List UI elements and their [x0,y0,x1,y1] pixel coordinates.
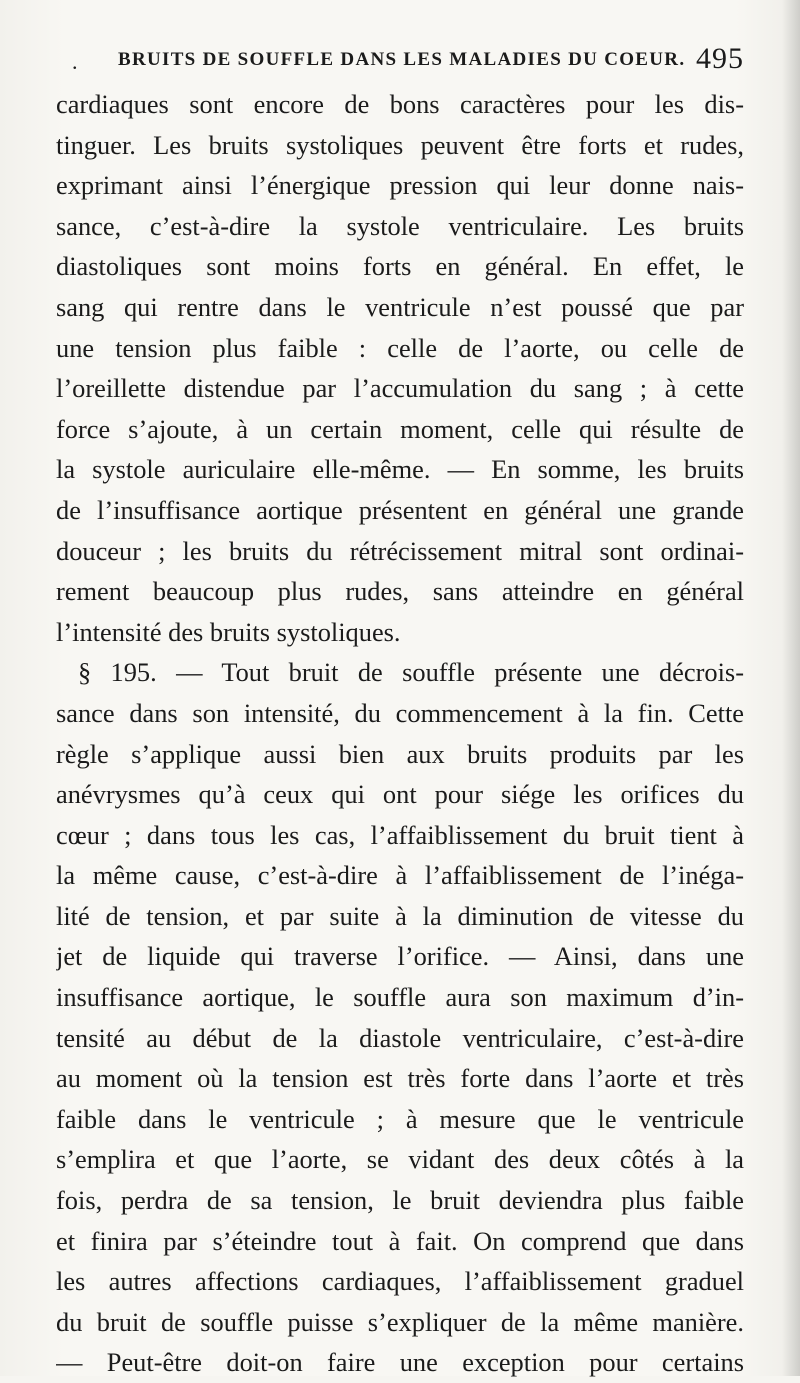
text-line: faible dans le ventricule ; à mesure que le ventricule [56,1103,744,1134]
running-head [72,42,744,77]
text-line: tensité au début de la diastole ventriculaire, c’est-à-dire [56,1022,744,1053]
text-line: fois, perdra de sa tension, le bruit deviendra plus faible [56,1185,744,1216]
text-line: au moment où la tension est très forte dans l’aorte et très [56,1063,744,1094]
page-number: 495 [696,42,744,75]
text-line: la systole auriculaire elle-même. — En somme, les bruits [56,454,744,485]
text-line: insuffisance aortique, le souffle aura son maximum d’in- [56,982,744,1013]
text-line: l’intensité des bruits systoliques. [56,616,401,647]
text-line: tinguer. Les bruits systoliques peuvent être forts et rudes, [56,129,744,160]
body-text [56,84,744,1383]
running-head-title: BRUITS DE SOUFFLE DANS LES MALADIES DU COEUR. [118,49,686,70]
section-start-line: § 195. — Tout bruit de souffle présente une décrois- [78,657,744,688]
text-line: jet de liquide qui traverse l’orifice. — Ainsi, dans une [56,941,744,972]
text-line: douceur ; les bruits du rétrécissement mitral sont ordinai- [56,535,744,566]
text-line: la même cause, c’est-à-dire à l’affaiblissement de l’inéga- [56,860,744,891]
text-line: sance dans son intensité, du commencement à la fin. Cette [56,697,744,728]
text-line: règle s’applique aussi bien aux bruits produits par les [56,738,744,769]
text-line: rement beaucoup plus rudes, sans atteindre en général [56,576,744,607]
text-line: de l’insuffisance aortique présentent en général une grande [56,494,744,525]
running-head-marker: . [72,49,78,74]
text-line: anévrysmes qu’à ceux qui ont pour siége les orifices du [56,779,744,810]
text-line: et finira par s’éteindre tout à fait. On comprend que dans [56,1225,744,1256]
text-line: les autres affections cardiaques, l’affaiblissement graduel [56,1266,744,1297]
text-line: l’oreillette distendue par l’accumulation du sang ; à cette [56,373,744,404]
text-line: lité de tension, et par suite à la diminution de vitesse du [56,900,744,931]
text-line: force s’ajoute, à un certain moment, celle qui résulte de [56,413,744,444]
text-line: cœur ; dans tous les cas, l’affaiblissement du bruit tient à [56,819,744,850]
text-line: cardiaques sont encore de bons caractères pour les dis- [56,89,744,119]
text-line: sance, c’est-à-dire la systole ventriculaire. Les bruits [56,210,744,241]
text-line: — Peut-être doit-on faire une exception pour certains [56,1347,744,1378]
text-line: s’emplira et que l’aorte, se vidant des deux côtés à la [56,1144,744,1175]
text-line: diastoliques sont moins forts en général. En effet, le [56,251,744,282]
text-line: une tension plus faible : celle de l’aorte, ou celle de [56,332,744,363]
text-line: du bruit de souffle puisse s’expliquer de la même manière. [56,1306,744,1337]
page-edge-shadow [782,0,800,1376]
text-line: sang qui rentre dans le ventricule n’est poussé que par [56,291,744,322]
text-line: exprimant ainsi l’énergique pression qui leur donne nais- [56,170,744,201]
